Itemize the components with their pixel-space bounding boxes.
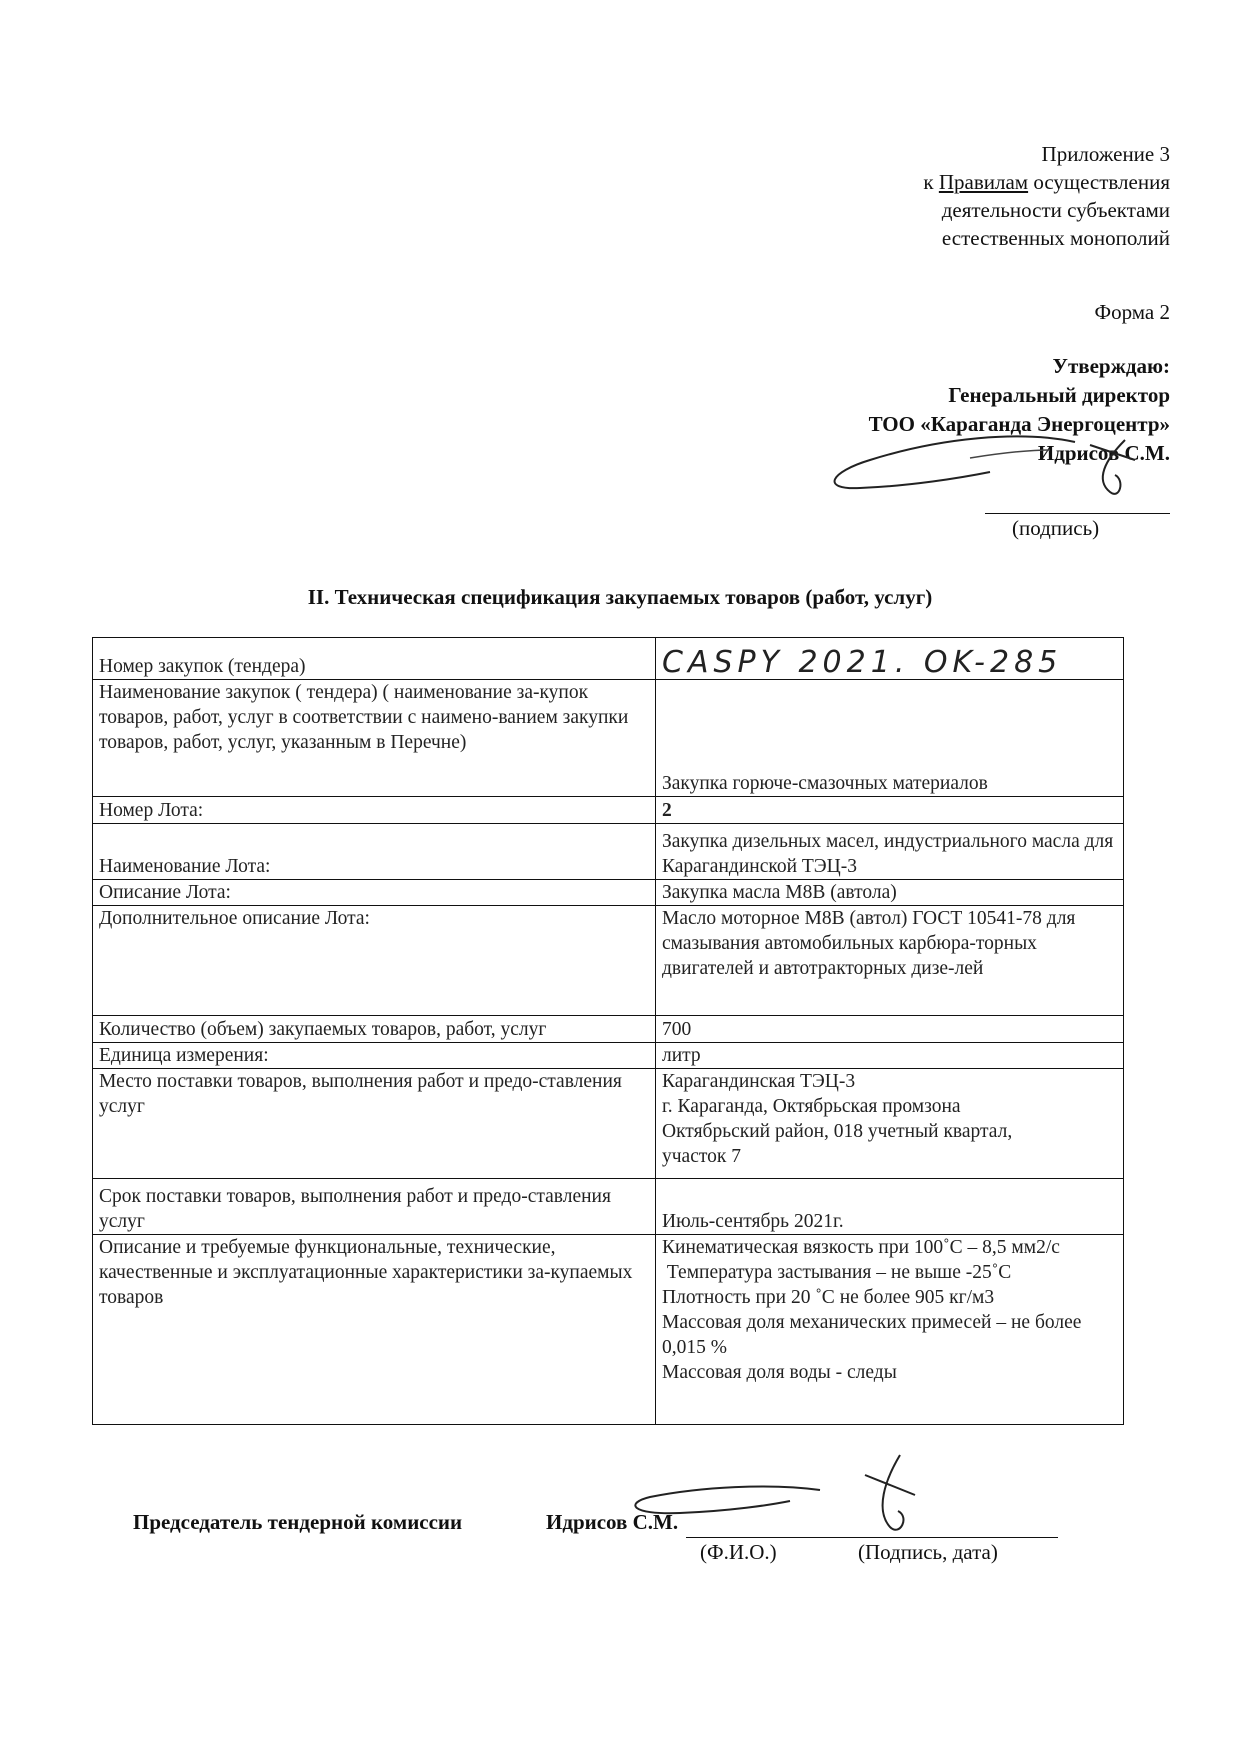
signature-caption: (подпись) [1012, 516, 1100, 540]
row-value: Закупка дизельных масел, индустриального масла для Карагандинской ТЭЦ-3 [656, 824, 1124, 880]
rules-link[interactable]: Правилам [938, 170, 1029, 194]
table-row [93, 1235, 1124, 1425]
approver-name: Идрисов С.М. [1037, 441, 1170, 465]
row-label: Дополнительное описание Лота: [93, 906, 656, 1016]
row-value [656, 1235, 1124, 1425]
table-row [93, 638, 1124, 680]
row-value: 2 [656, 797, 1124, 824]
director-signature-line [985, 513, 1170, 514]
chairman-label: Председатель тендерной комиссии [133, 1510, 463, 1534]
appendix-rules-line: к Правилам осуществления [923, 170, 1170, 194]
document-title: II. Техническая спецификация закупаемых товаров (работ, услуг) [307, 585, 933, 609]
approve-label: Утверждаю: [1052, 354, 1170, 378]
row-value: Закупка горюче-смазочных материалов [656, 680, 1124, 797]
table-row [93, 1043, 1124, 1069]
table-row [93, 906, 1124, 1016]
row-value: 700 [656, 1016, 1124, 1043]
row-label: Номер Лота: [93, 797, 656, 824]
approver-company: ТОО «Караганда Энергоцентр» [868, 412, 1170, 436]
row-value: Закупка масла М8В (автола) [656, 880, 1124, 906]
row-label: Описание и требуемые функциональные, технические, качественные и эксплуатационные характеристики за-купаемых товаров [93, 1235, 656, 1425]
table-row [93, 824, 1124, 880]
appendix-line-3: деятельности субъектами [941, 198, 1170, 222]
delivery-place-line: участок 7 [662, 1146, 741, 1167]
row-label: Единица измерения: [93, 1043, 656, 1069]
row-label: Наименование закупок ( тендера) ( наименование за-купок товаров, работ, услуг в соответствии с наимено-ванием закупки товаров, работ, услуг, указанным в Перечне) [93, 680, 656, 797]
row-value [656, 1069, 1124, 1179]
table-row [93, 797, 1124, 824]
row-label: Номер закупок (тендера) [93, 638, 656, 680]
director-signature [820, 420, 1140, 510]
delivery-place-line: Октябрьский район, 018 учетный квартал, [662, 1121, 1013, 1142]
appendix-line-4: естественных монополий [941, 226, 1170, 250]
table-row [93, 1016, 1124, 1043]
characteristic-line: Температура застывания – не выше -25˚С [662, 1262, 1012, 1283]
fio-caption: (Ф.И.О.) [700, 1540, 777, 1564]
characteristic-line: Массовая доля воды - следы [662, 1362, 897, 1383]
table-row [93, 1069, 1124, 1179]
characteristic-line: Массовая доля механических примесей – не более 0,015 % [662, 1312, 1082, 1358]
form-number: Форма 2 [1094, 300, 1170, 324]
chairman-signature-line [686, 1537, 1058, 1538]
specification-table [92, 637, 1124, 1425]
characteristic-line: Кинематическая вязкость при 100˚С – 8,5 мм2/с [662, 1237, 1060, 1258]
characteristic-line: Плотность при 20 ˚С не более 905 кг/м3 [662, 1287, 995, 1308]
delivery-place-line: г. Караганда, Октябрьская промзона [662, 1096, 961, 1117]
row-label: Место поставки товаров, выполнения работ и предо-ставления услуг [93, 1069, 656, 1179]
table-row [93, 680, 1124, 797]
table-row [93, 1179, 1124, 1235]
row-label: Срок поставки товаров, выполнения работ и предо-ставления услуг [93, 1179, 656, 1235]
row-value [656, 638, 1124, 680]
chairman-name: Идрисов С.М. [546, 1510, 679, 1534]
row-value: Июль-сентябрь 2021г. [656, 1179, 1124, 1235]
appendix-number: Приложение 3 [1041, 142, 1170, 166]
handwritten-tender-number: CASPY 2021. OK-285 [662, 645, 1063, 680]
signature-date-caption: (Подпись, дата) [858, 1540, 998, 1564]
delivery-place-line: Карагандинская ТЭЦ-3 [662, 1071, 856, 1092]
appendix-header [750, 140, 1170, 252]
approver-position: Генеральный директор [948, 383, 1170, 407]
row-value: Масло моторное М8В (автол) ГОСТ 10541-78 для смазывания автомобильных карбюра-торных двигателей и автотракторных дизе-лей [656, 906, 1124, 1016]
row-label: Количество (объем) закупаемых товаров, работ, услуг [93, 1016, 656, 1043]
table-row [93, 880, 1124, 906]
row-label: Наименование Лота: [93, 824, 656, 880]
row-value: литр [656, 1043, 1124, 1069]
row-label: Описание Лота: [93, 880, 656, 906]
